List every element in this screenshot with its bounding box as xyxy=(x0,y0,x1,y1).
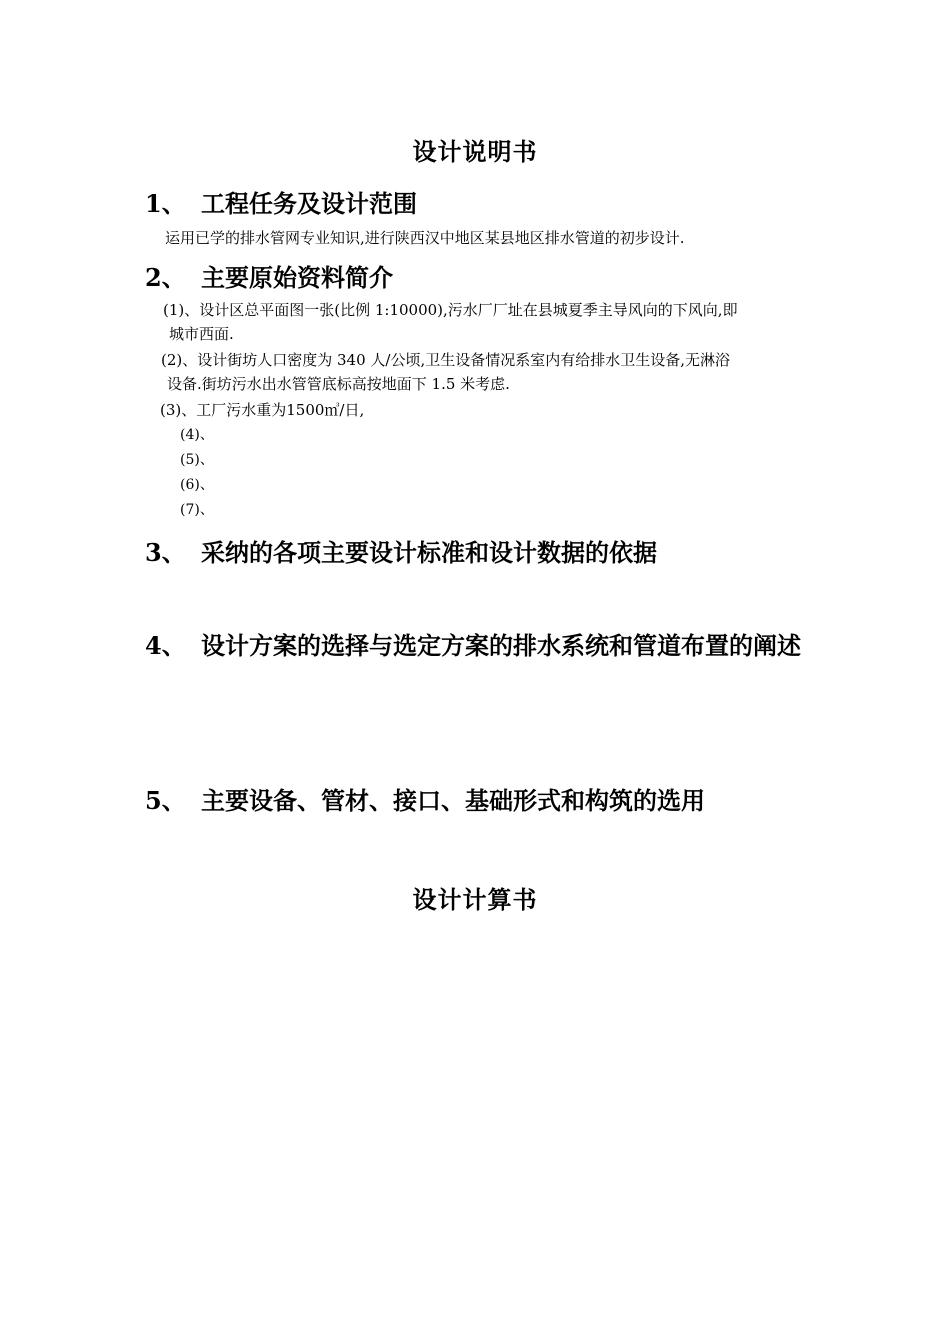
intro-paragraph: 运用已学的排水管网专业知识,进行陕西汉中地区某县地区排水管道的初步设计. xyxy=(165,229,685,247)
section-title: 主要设备、管材、接口、基础形式和构筑的选用 xyxy=(201,786,705,815)
empty-item-5: (5)、 xyxy=(180,452,214,468)
section-number: 1、 xyxy=(145,189,186,218)
data-item-continuation: 设备.街坊污水出水管管底标高按地面下 1.5 米考虑. xyxy=(167,375,510,393)
calculation-title: 设计计算书 xyxy=(412,885,538,914)
section-number: 3、 xyxy=(145,538,186,567)
section-heading-4 xyxy=(145,616,821,676)
section-heading-3 xyxy=(145,533,657,568)
section-title: 设计方案的选择与选定方案的排水系统和管道布置的阐述 xyxy=(201,631,801,660)
empty-item-6: (6)、 xyxy=(180,477,214,493)
document-title: 设计说明书 xyxy=(412,137,538,166)
section-number: 4、 xyxy=(145,631,186,660)
section-title: 采纳的各项主要设计标准和设计数据的依据 xyxy=(201,538,657,567)
empty-item-4: (4)、 xyxy=(180,427,214,443)
section-number: 5、 xyxy=(145,786,186,815)
data-item-continuation: 城市西面. xyxy=(169,325,234,343)
data-item-3 xyxy=(160,398,364,422)
data-item-1 xyxy=(163,298,738,346)
data-item-line: (2)、设计街坊人口密度为 340 人/公顷,卫生设备情况系室内有给排水卫生设备,无淋浴 xyxy=(161,351,731,369)
section-title: 主要原始资料简介 xyxy=(201,263,393,292)
section-heading-1 xyxy=(145,184,417,219)
data-item-line: (1)、设计区总平面图一张(比例 1:10000),污水厂厂址在县城夏季主导风向的下风向,即 xyxy=(163,301,738,319)
section-title: 工程任务及设计范围 xyxy=(201,189,417,218)
data-item-line: (3)、工厂污水重为1500㎥/日, xyxy=(160,401,365,419)
section-heading-5 xyxy=(145,781,705,816)
data-item-2 xyxy=(161,348,730,396)
section-heading-2 xyxy=(145,258,393,293)
empty-item-7: (7)、 xyxy=(180,502,214,518)
section-number: 2、 xyxy=(145,263,186,292)
